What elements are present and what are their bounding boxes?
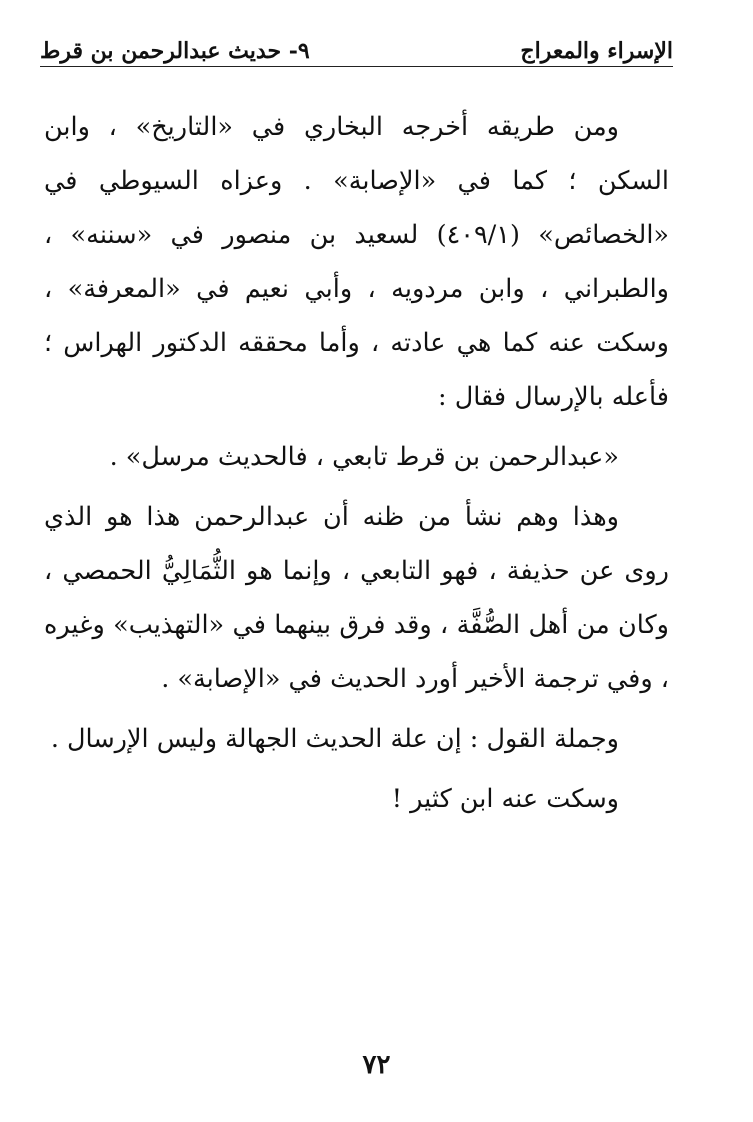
paragraph-3: وجملة القول : إن علة الحديث الجهالة وليس الإرسال . xyxy=(50,724,619,754)
paragraph-2: وهذا وهم نشأ من ظنه أن عبدالرحمن هذا هو الذي روى عن حذيفة ، فهو التابعي ، وإنما هو الثُّمَالِيُّ الحمصي ، وكان من أهل الصُّفَّة ، وقد فرق بينهما في «التهذيب» وغيره ، وفي ترجمة الأخير أورد الحديث في «الإصابة» . xyxy=(44,502,669,694)
section-title: ٩- حديث عبدالرحمن بن قرط xyxy=(40,38,310,64)
book-title: الإسراء والمعراج xyxy=(520,38,673,64)
page-number: ٧٢ xyxy=(362,1050,391,1080)
paragraph-1: ومن طريقه أخرجه البخاري في «التاريخ» ، وابن السكن ؛ كما في «الإصابة» . وعزاه السيوطي في «الخصائص» (٤٠٩/١) لسعيد بن منصور في «سننه» ، والطبراني ، وابن مردويه ، وأبي نعيم في «المعرفة» ، وسكت عنه كما هي عادته ، وأما محققه الدكتور الهراس ؛ فأعله بالإرسال فقال : xyxy=(44,112,669,412)
paragraph-4: وسكت عنه ابن كثير ! xyxy=(391,784,619,814)
quoted-statement: «عبدالرحمن بن قرط تابعي ، فالحديث مرسل» . xyxy=(109,442,619,472)
header-divider xyxy=(40,66,673,67)
page-body xyxy=(44,100,669,826)
running-header xyxy=(40,24,673,64)
